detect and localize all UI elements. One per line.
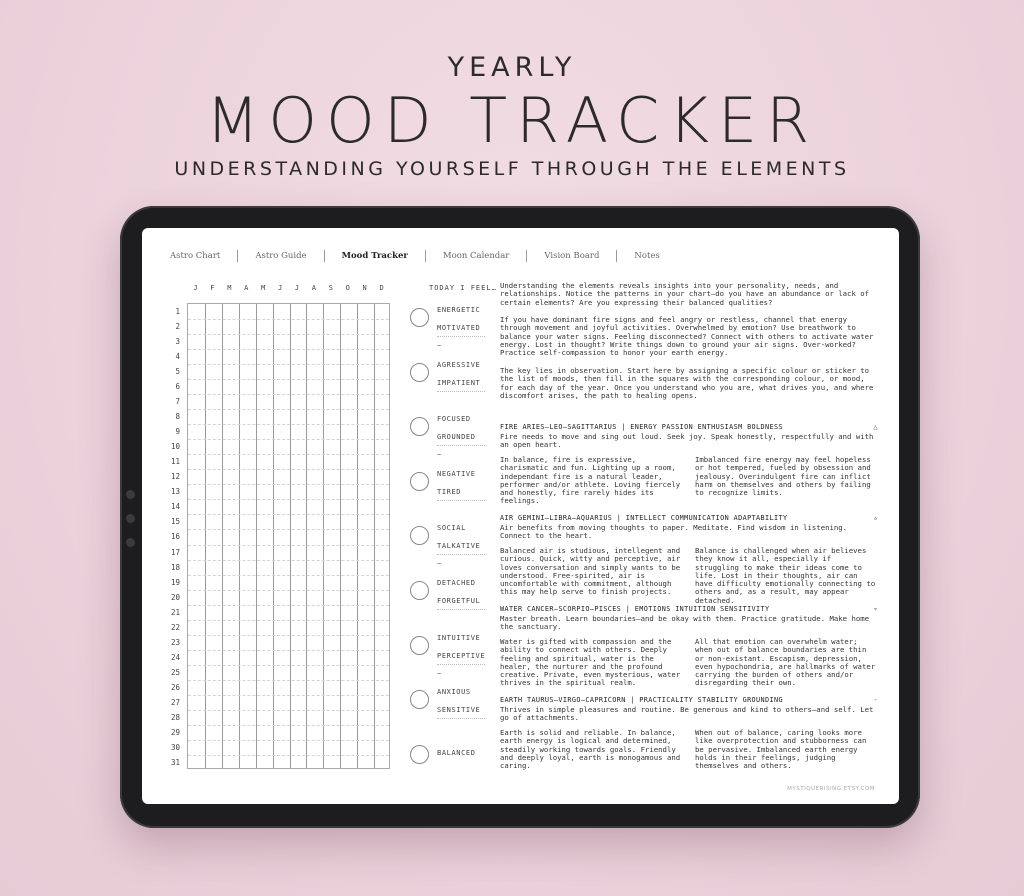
feeling-label: BALANCED: [437, 748, 476, 757]
day-number: 1: [175, 307, 180, 316]
grid-column-line: [374, 304, 375, 768]
day-number: 9: [175, 427, 180, 437]
day-number: 20: [170, 592, 180, 602]
element-heading: [500, 605, 878, 613]
month-label: J: [193, 284, 198, 292]
element-heading: [500, 514, 878, 522]
grid-row-line: [188, 529, 389, 530]
grid-row-line: [188, 755, 389, 756]
feeling-label: NEGATIVE: [437, 469, 476, 478]
nav-separator: [425, 250, 426, 262]
tablet-screen: [142, 228, 899, 804]
month-label: F: [210, 284, 215, 292]
element-lead: Thrives in simple pleasures and routine. Be generous and kind to others—and self. Let go of attachments.: [500, 705, 874, 723]
mood-color-swatch[interactable]: [410, 581, 429, 600]
grid-row-line: [188, 560, 389, 561]
feeling-label: ANXIOUS: [437, 688, 471, 697]
element-heading-text: WATER CANCER—SCORPIO—PISCES | EMOTIONS INTUITION SENSITIVITY: [500, 605, 770, 613]
day-number: 17: [170, 547, 180, 557]
grid-row-line: [188, 545, 389, 546]
day-number: 6: [175, 382, 180, 392]
mood-color-swatch[interactable]: [410, 526, 429, 545]
divider: [437, 391, 485, 392]
grid-column-line: [323, 304, 324, 768]
dash-separator: —: [437, 668, 442, 677]
divider: [437, 336, 485, 337]
mood-color-swatch[interactable]: [410, 472, 429, 491]
feeling-label: SENSITIVE: [437, 706, 481, 715]
divider: [437, 664, 485, 665]
day-number: 5: [175, 367, 180, 377]
day-number: 15: [170, 517, 180, 527]
mood-color-swatch[interactable]: [410, 636, 429, 655]
feeling-label: INTUITIVE: [437, 633, 481, 642]
feeling-label: MOTIVATED: [437, 324, 481, 332]
element-imbalanced-text: When out of balance, caring looks more like overprotection and stubborness can be pervasive. Imbalanced earth energy holds in their feelings, judging themselves and others.: [695, 728, 867, 771]
grid-row-line: [188, 725, 389, 726]
month-label: A: [311, 284, 317, 292]
nav-separator: [237, 250, 238, 262]
grid-row-line: [188, 665, 389, 666]
grid-row-line: [188, 409, 389, 410]
grid-row-line: [188, 635, 389, 636]
tab-vision-board[interactable]: Vision Board: [544, 251, 600, 261]
feeling-label: TIRED: [437, 487, 462, 496]
divider: [437, 445, 485, 446]
top-nav: [170, 248, 660, 264]
element-symbol-icon: △: [873, 423, 878, 431]
tab-moon-calendar[interactable]: Moon Calendar: [442, 251, 510, 261]
element-heading: [500, 696, 878, 704]
day-number: 10: [170, 442, 180, 452]
grid-row-line: [188, 710, 389, 711]
day-number: 28: [170, 712, 180, 722]
day-number: 22: [170, 622, 180, 632]
grid-column-line: [273, 304, 274, 768]
feeling-label: FOCUSED: [437, 415, 471, 424]
grid-row-line: [188, 650, 389, 651]
day-number: 11: [170, 457, 180, 467]
grid-row-line: [188, 394, 389, 395]
element-balanced-text: In balance, fire is expressive, charismatic and fun. Lighting up a room, independant fire is a natural leader, performer and/or athlete. Loving fiercely and honestly, fire rarely hides its feelings.: [500, 455, 681, 506]
day-number: 31: [170, 757, 180, 767]
intro-paragraph-1: Understanding the elements reveals insights into your personality, needs, and relationships. Notice the patterns in your chart—do you have an abundance or lack of certain elements? Are you expressing their balanced qualities?: [500, 281, 870, 307]
dash-separator: —: [437, 559, 442, 568]
element-imbalanced-text: Balance is challenged when air believes they know it all, especially if struggling to make their ideas come to life. Lost in their thoughts, air can have difficulty emotionally connecting to others and, as a result, may appear detached.: [695, 546, 876, 605]
month-label: J: [294, 284, 300, 292]
month-header: [186, 284, 390, 296]
intro-paragraph-3: The key lies in observation. Start here by assigning a specific colour or sticker to the list of moods, then fill in the squares with the corresponding colour, or mood, for each day of the year. Once you understand who you are, what drives you, and where discomfort arises, the path to healing opens.: [500, 366, 874, 400]
day-number: 4: [175, 352, 180, 362]
element-heading-text: EARTH TAURUS—VIRGO—CAPRICORN | PRACTICALITY STABILITY GROUNDING: [500, 696, 784, 704]
nav-separator: [324, 250, 325, 262]
feeling-label: PERCEPTIVE: [437, 651, 486, 660]
mood-color-swatch[interactable]: [410, 417, 429, 436]
grid-row-line: [188, 605, 389, 606]
month-label: D: [379, 284, 384, 292]
divider: [437, 500, 485, 501]
feelings-heading: TODAY I FEEL…: [429, 284, 497, 292]
hero-subtitle: UNDERSTANDING YOURSELF THROUGH THE ELEMENTS: [174, 158, 850, 180]
nav-separator: [526, 250, 527, 262]
day-number: 25: [170, 667, 180, 677]
day-number: 21: [170, 607, 180, 617]
divider: [437, 554, 485, 555]
day-number: 29: [170, 727, 180, 737]
element-balanced-text: Balanced air is studious, intellegent and curious. Quick, witty and perceptive, air loves conversation and simply wants to be understood. Free-spirited, air is uncomfortable with commitment, although this may help serve to finish projects.: [500, 546, 681, 597]
dash-separator: —: [437, 341, 442, 349]
grid-row-line: [188, 349, 389, 350]
day-number: 16: [170, 532, 180, 542]
tab-mood-tracker[interactable]: Mood Tracker: [341, 251, 408, 261]
element-balanced-text: Water is gifted with compassion and the ability to connect with others. Deeply feeling and spiritual, water is the healer, the nurturer and the profound creative. Private, even mysterious, water thrives in the spiritual realm.: [500, 637, 681, 688]
element-heading: [500, 423, 878, 431]
feeling-label: DETACHED: [437, 579, 476, 587]
tab-astro-guide[interactable]: Astro Guide: [255, 251, 307, 261]
grid-row-line: [188, 439, 389, 440]
day-number: 26: [170, 682, 180, 692]
element-symbol-icon: ▵: [873, 514, 878, 522]
feeling-label: TALKATIVE: [437, 542, 481, 551]
hero-kicker: YEARLY: [447, 52, 577, 83]
day-number: 24: [170, 652, 180, 662]
mood-color-swatch[interactable]: [410, 308, 429, 327]
tab-notes[interactable]: Notes: [634, 251, 660, 261]
month-label: J: [277, 284, 283, 292]
nav-separator: [616, 250, 617, 262]
feeling-label: GROUNDED: [437, 433, 476, 442]
tab-astro-chart[interactable]: Astro Chart: [170, 251, 221, 261]
element-symbol-icon: ▿: [873, 605, 878, 613]
element-symbol-icon: -: [873, 696, 878, 704]
divider: [437, 718, 485, 719]
feeling-label: ENERGETIC: [437, 306, 481, 314]
element-heading-text: FIRE ARIES—LEO—SAGITTARIUS | ENERGY PASSION ENTHUSIASM BOLDNESS: [500, 423, 784, 431]
feeling-label: AGRESSIVE: [437, 360, 481, 369]
grid-row-line: [188, 484, 389, 485]
day-number: 13: [170, 487, 180, 497]
dash-separator: —: [437, 450, 442, 459]
day-number: 19: [170, 577, 180, 587]
grid-column-line: [222, 304, 223, 768]
grid-row-line: [188, 469, 389, 470]
day-number: 18: [170, 562, 180, 572]
mood-grid[interactable]: [187, 303, 390, 769]
month-label: N: [362, 284, 367, 292]
grid-column-line: [306, 304, 307, 768]
day-number: 23: [170, 637, 180, 647]
day-number: 7: [175, 397, 180, 407]
day-number: 3: [175, 337, 180, 347]
day-number: 27: [170, 697, 180, 707]
grid-column-line: [290, 304, 291, 768]
element-lead: Master breath. Learn boundaries—and be okay with them. Practice gratitude. Make home the sanctuary.: [500, 614, 870, 632]
grid-row-line: [188, 319, 389, 320]
mood-color-swatch[interactable]: [410, 690, 429, 709]
grid-row-line: [188, 740, 389, 741]
month-label: M: [261, 284, 266, 292]
grid-column-line: [239, 304, 240, 768]
grid-column-line: [256, 304, 257, 768]
mood-color-swatch[interactable]: [410, 745, 429, 764]
month-label: S: [328, 284, 333, 292]
grid-column-line: [357, 304, 358, 768]
grid-row-line: [188, 514, 389, 515]
feeling-label: SOCIAL: [437, 524, 466, 533]
camera-dot: [126, 490, 135, 499]
divider: [437, 609, 485, 610]
grid-row-line: [188, 379, 389, 380]
element-heading-text: AIR GEMINI—LIBRA—AQUARIUS | INTELLECT COMMUNICATION ADAPTABILITY: [500, 514, 788, 522]
grid-row-line: [188, 499, 389, 500]
element-imbalanced-text: All that emotion can overwhelm water; when out of balance boundaries are thin or non-existant. Escapism, depression, even hypochondria, are hallmarks of water carrying the burden of others and/or disregarding their own.: [695, 637, 876, 688]
element-lead: Fire needs to move and sing out loud. Seek joy. Speak honestly, respectfully and with an open heart.: [500, 432, 874, 450]
month-label: M: [227, 284, 232, 292]
mood-color-swatch[interactable]: [410, 363, 429, 382]
grid-column-line: [205, 304, 206, 768]
grid-row-line: [188, 620, 389, 621]
feeling-label: IMPATIENT: [437, 378, 481, 387]
hero-title: MOOD TRACKER: [205, 84, 819, 157]
element-imbalanced-text: Imbalanced fire energy may feel hopeless or hot tempered, fueled by obsession and jealousy. Overindulgent fire can inflict harm on themselves and others by failing to recognize limits.: [695, 455, 871, 498]
grid-row-line: [188, 695, 389, 696]
month-label: A: [244, 284, 249, 292]
day-number: 30: [170, 742, 180, 752]
intro-paragraph-2: If you have dominant fire signs and feel angry or restless, channel that energy through movement and joyful activities. Overwhelmed by emotion? Use breathwork to balance your water signs. Feeling disconnected? Connect with others to activate water energy. Lost in thought? Write things down to ground your air signs. Over-worked? Practice self-compassion to honor your earth energy.: [500, 315, 874, 358]
element-balanced-text: Earth is solid and reliable. In balance, earth energy is logical and determined, steadily working towards goals. Friendly and deeply loyal, earth is monogamous and caring.: [500, 728, 681, 771]
grid-row-line: [188, 424, 389, 425]
grid-row-line: [188, 454, 389, 455]
grid-row-line: [188, 590, 389, 591]
element-lead: Air benefits from moving thoughts to paper. Meditate. Find wisdom in listening. Connect to the heart.: [500, 523, 848, 541]
grid-row-line: [188, 334, 389, 335]
camera-dot: [126, 538, 135, 547]
footer-url[interactable]: MYSTIQUERISING.ETSY.COM: [787, 786, 875, 792]
grid-row-line: [188, 680, 389, 681]
day-number: 2: [175, 322, 180, 332]
grid-row-line: [188, 364, 389, 365]
day-number: 14: [170, 502, 180, 512]
day-number: 8: [175, 412, 180, 422]
month-label: O: [345, 284, 350, 292]
camera-dot: [126, 514, 135, 523]
day-number: 12: [170, 472, 180, 482]
grid-row-line: [188, 575, 389, 576]
feeling-label: FORGETFUL: [437, 597, 481, 605]
grid-column-line: [340, 304, 341, 768]
